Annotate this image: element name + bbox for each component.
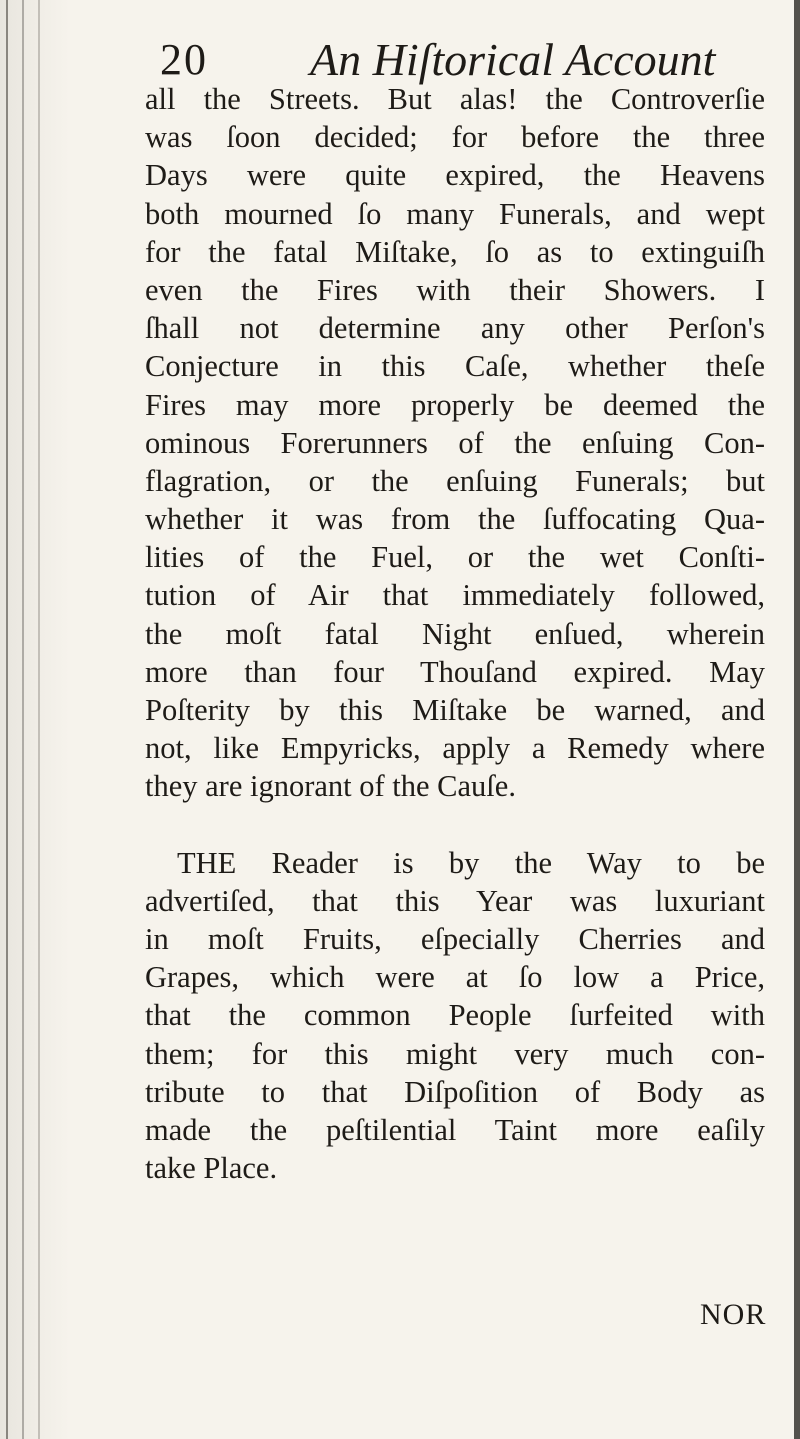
text-line: for the fatal Miſtake, ſo as to extinguiſh: [145, 234, 765, 269]
body-text: [145, 80, 765, 1187]
running-title: An Hiſtorical Account: [310, 34, 716, 85]
text-line: tution of Air that immediately followed,: [145, 578, 765, 613]
text-line: was ſoon decided; for before the three: [145, 120, 765, 155]
text-line: flagration, or the enſuing Funerals; but: [145, 463, 765, 498]
text-line: even the Fires with their Showers. I: [145, 272, 765, 307]
page-gutter: [0, 0, 70, 1439]
text-line: lities of the Fuel, or the wet Conſti-: [145, 540, 765, 575]
text-line: advertiſed, that this Year was luxuriant: [145, 883, 765, 918]
text-line: they are ignorant of the Cauſe.: [145, 769, 516, 804]
text-line: in moſt Fruits, eſpecially Cherries and: [145, 921, 765, 956]
text-line: Fires may more properly be deemed the: [145, 387, 765, 422]
text-line: more than four Thouſand expired. May: [145, 654, 765, 689]
gutter-rule: [22, 0, 24, 1439]
text-line: Days were quite expired, the Heavens: [145, 158, 765, 193]
text-line: whether it was from the ſuffocating Qua-: [145, 502, 765, 537]
text-line: them; for this might very much con-: [145, 1036, 765, 1071]
text-line: Poſterity by this Miſtake be warned, and: [145, 693, 765, 727]
text-line: Grapes, which were at ſo low a Price,: [145, 960, 765, 995]
paragraph: [145, 80, 765, 806]
text-line: not, like Empyricks, apply a Remedy where: [145, 731, 765, 766]
page-edge: [794, 0, 800, 1439]
page-number: 20: [160, 35, 208, 84]
gutter-rule: [38, 0, 40, 1439]
text-line: made the peſtilential Taint more eaſily: [145, 1112, 765, 1147]
catchword: NOR: [700, 1298, 767, 1331]
text-line: Conjecture in this Caſe, whether theſe: [145, 349, 765, 384]
text-line: the moſt fatal Night enſued, wherein: [145, 616, 765, 651]
paragraph-gap: [145, 806, 765, 844]
gutter-rule: [6, 0, 8, 1439]
text-line: ſhall not determine any other Perſon's: [145, 311, 765, 346]
text-line: take Place.: [145, 1151, 278, 1186]
text-line: tribute to that Diſpoſition of Body as: [145, 1074, 765, 1109]
paragraph: [145, 844, 765, 1188]
text-line: all the Streets. But alas! the Controverſie: [145, 82, 765, 116]
text-line: THE Reader is by the Way to be: [177, 845, 765, 880]
text-line: both mourned ſo many Funerals, and wept: [145, 196, 765, 231]
text-line: ominous Forerunners of the enſuing Con-: [145, 425, 765, 460]
text-line: that the common People ſurfeited with: [145, 998, 765, 1033]
